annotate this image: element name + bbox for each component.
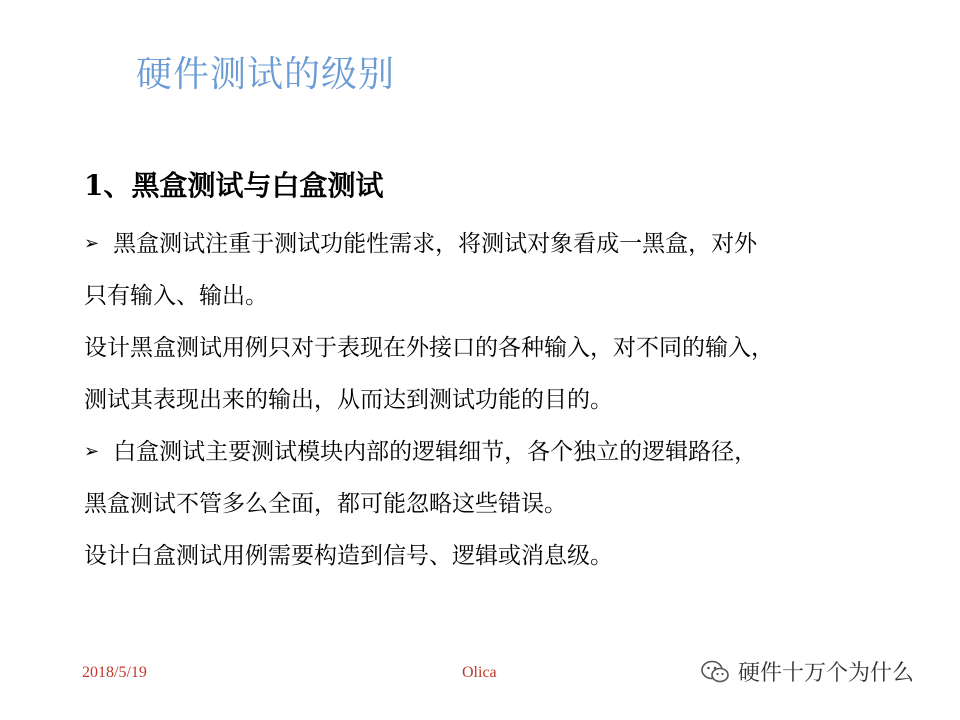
body-text: 设计白盒测试用例需要构造到信号、逻辑或消息级。 [84, 543, 613, 569]
body-text: 黑盒测试注重于测试功能性需求，将测试对象看成一黑盒，对外 [113, 231, 758, 257]
slide-title: 硬件测试的级别 [136, 54, 396, 95]
slide-body [84, 218, 884, 582]
body-line-5 [84, 426, 884, 478]
body-line-4 [84, 374, 884, 426]
arrowhead-bullet-icon: ➢ [84, 441, 100, 462]
arrowhead-bullet-icon: ➢ [84, 233, 100, 254]
watermark [700, 656, 914, 687]
body-line-2 [84, 270, 884, 322]
footer-author: Olica [462, 664, 497, 681]
wechat-icon [700, 659, 730, 685]
watermark-text: 硬件十万个为什么 [738, 661, 915, 686]
body-line-1 [84, 218, 884, 270]
body-line-6 [84, 478, 884, 530]
body-text: 白盒测试主要测试模块内部的逻辑细节，各个独立的逻辑路径， [113, 439, 758, 465]
body-line-7 [84, 530, 884, 582]
body-text: 黑盒测试不管多么全面，都可能忽略这些错误。 [84, 491, 567, 517]
body-text: 只有输入、输出。 [84, 283, 268, 309]
body-text: 测试其表现出来的输出，从而达到测试功能的目的。 [84, 387, 613, 413]
section-heading: 1、黑盒测试与白盒测试 [84, 169, 384, 202]
body-line-3 [84, 322, 884, 374]
body-text: 设计黑盒测试用例只对于表现在外接口的各种输入，对不同的输入， [84, 335, 774, 361]
footer-date: 2018/5/19 [82, 664, 147, 681]
